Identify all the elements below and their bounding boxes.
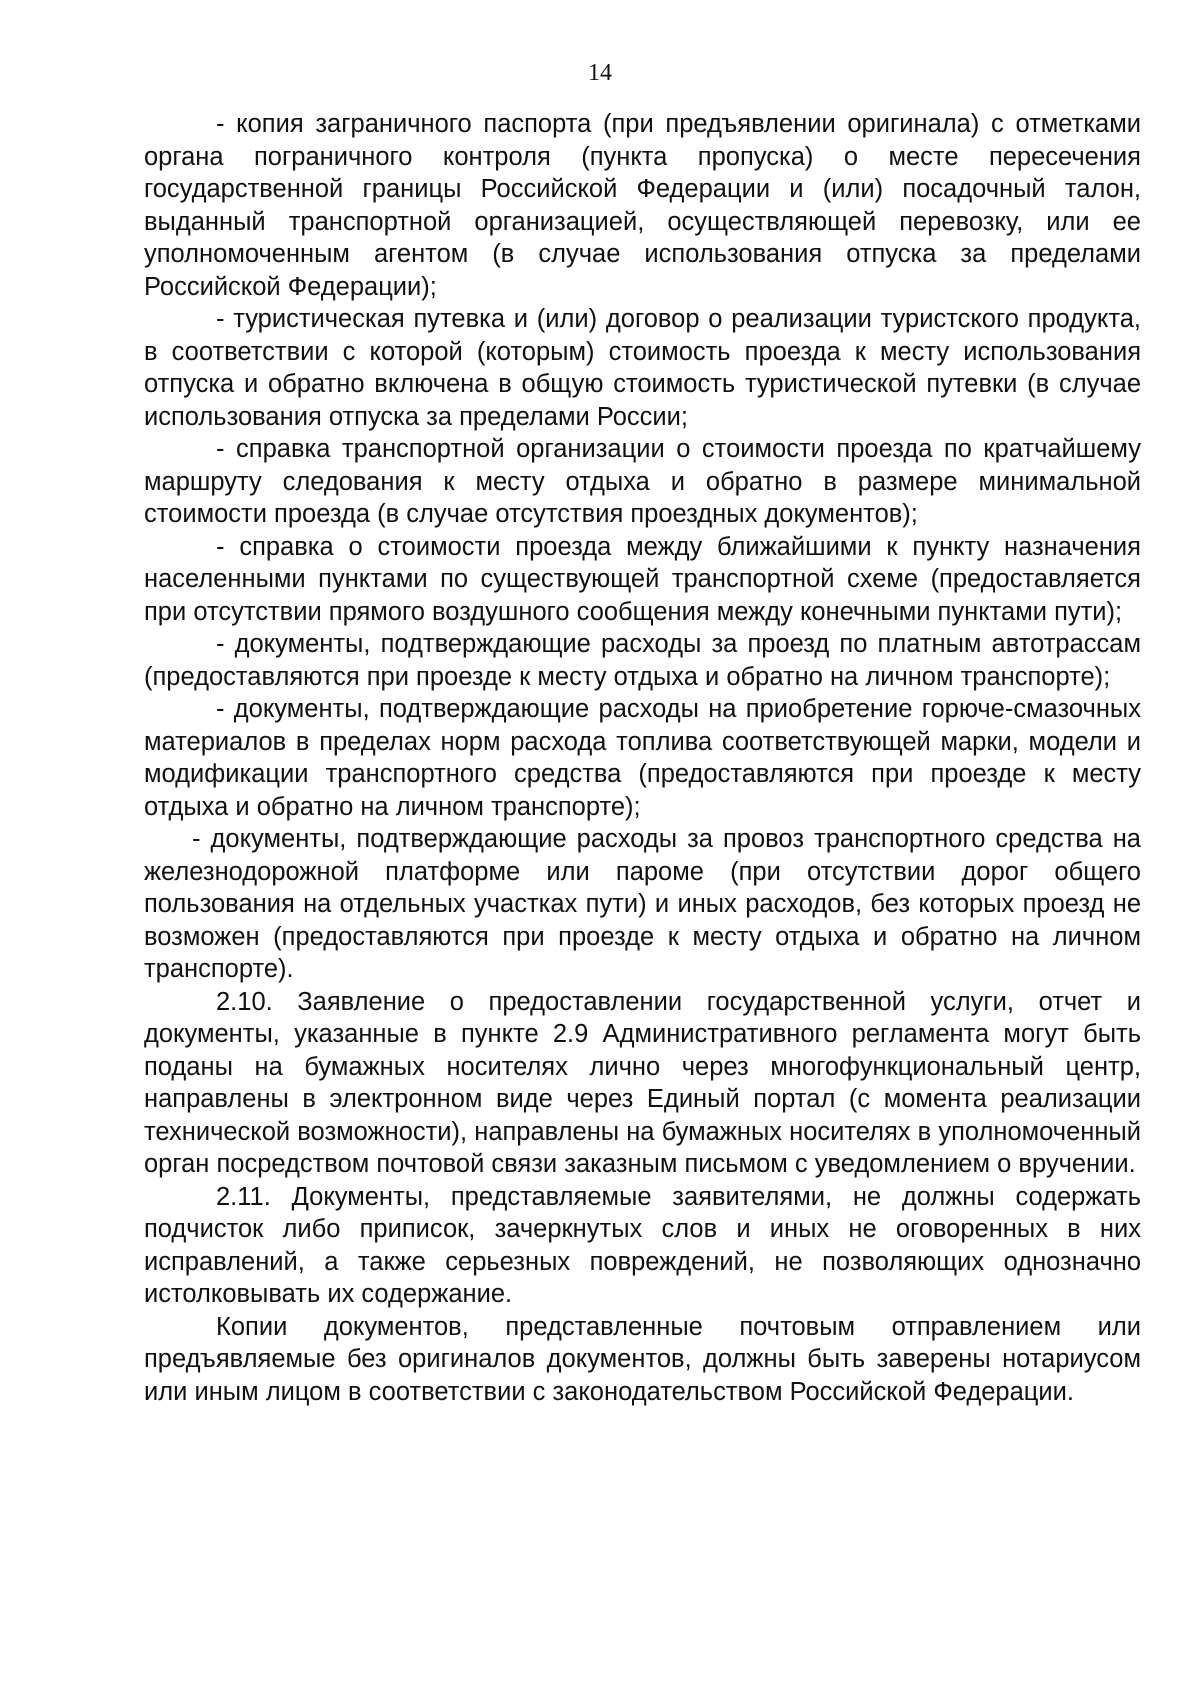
list-item-transport-certificate: - справка транспортной организации о стоимости проезда по кратчайшему маршруту следования к месту отдыха и обратно в размере минимальной стоимости проезда (в случае отсутствия проездных документов);: [144, 435, 1141, 528]
list-item-travel-voucher: - туристическая путевка и (или) договор о реализации туристского продукта, в соответствии с которой (которым) стоимость проезда к месту использования отпуска и обратно включена в общую стоимость туристической путевки (в случае использования отпуска за пределами России;: [144, 305, 1141, 431]
list-item-fare-certificate: - справка о стоимости проезда между ближайшими к пункту назначения населенными пунктами по существующей транспортной схеме (предоставляется при отсутствии прямого воздушного сообщения между конечными пунктами пути);: [144, 532, 1141, 626]
copies-paragraph: Копии документов, представленные почтовым отправлением или предъявляемые без оригиналов документов, должны быть заверены нотариусом или иным лицом в соответствии с законодательством Российской Федерации.: [144, 1312, 1141, 1406]
list-item-fuel-documents: - документы, подтверждающие расходы на приобретение горюче-смазочных материалов в пределах норм расхода топлива соответствующей марки, модели и модификации транспортного средства (предоставляются при проезде к месту отдыха и обратно на личном транспорте);: [144, 695, 1141, 821]
clause-2-11: 2.11. Документы, представляемые заявителями, не должны содержать подчисток либо приписок, зачеркнутых слов и иных не оговоренных в них исправлений, а также серьезных повреждений, не позволяющих однозначно истолковывать их содержание.: [144, 1182, 1141, 1308]
page-number: 14: [588, 60, 612, 86]
clause-2-10: 2.10. Заявление о предоставлении государственной услуги, отчет и документы, указанные в пункте 2.9 Административного регламента могут быть поданы на бумажных носителях лично через многофункциональный центр, направлены в электронном виде через Единый портал (с момента реализации технической возможности), направлены на бумажных носителях в уполномоченный орган посредством почтовой связи заказным письмом с уведомлением о вручении.: [144, 987, 1141, 1178]
list-item-vehicle-transport-documents: - документы, подтверждающие расходы за провоз транспортного средства на железнодорожной платформе или пароме (при отсутствии дорог общего пользования на отдельных участках пути) и иных расходов, без которых проезд не возможен (предоставляются при проезде к месту отдыха и обратно на личном транспорте).: [144, 825, 1141, 983]
list-item-foreign-passport: - копия заграничного паспорта (при предъявлении оригинала) с отметками органа пограничного контроля (пункта пропуска) о месте пересечения государственной границы Российской Федерации и (или) посадочный талон, выданный транспортной организацией, осуществляющей перевозку, или ее уполномоченным агентом (в случае использования отпуска за пределами Российской Федерации);: [144, 110, 1141, 301]
list-item-toll-road-documents: - документы, подтверждающие расходы за проезд по платным автотрассам (предоставляются при проезде к месту отдыха и обратно на личном транспорте);: [144, 630, 1141, 691]
document-body: [144, 108, 1141, 1408]
